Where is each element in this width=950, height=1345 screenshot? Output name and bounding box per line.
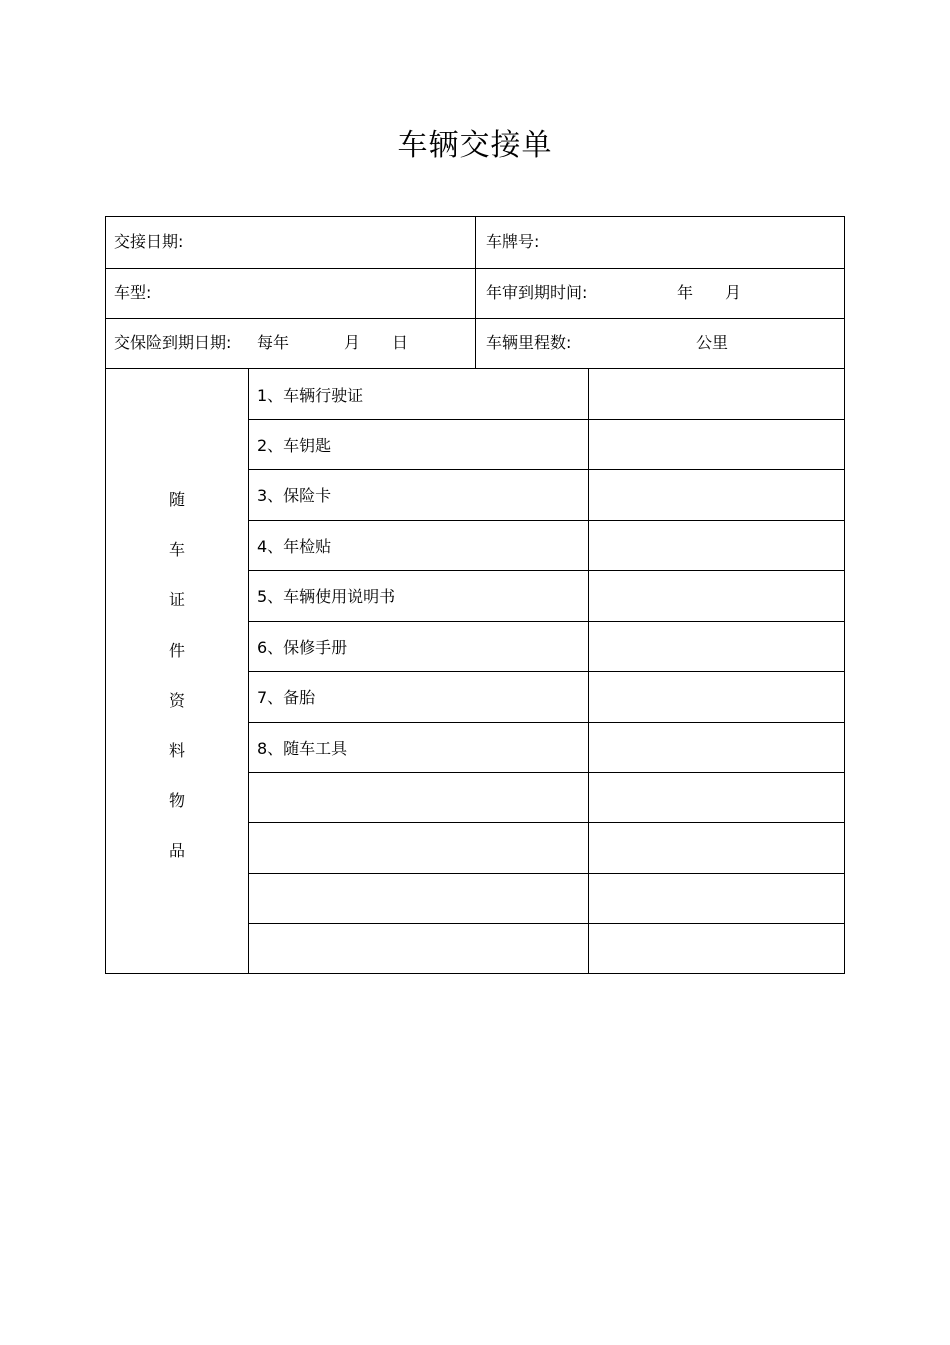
item-row-divider [249, 570, 844, 571]
item-row-divider [249, 621, 844, 622]
item-row-divider [249, 772, 844, 773]
side-label-char: 品 [168, 841, 185, 860]
item-row-6: 6、保修手册 [257, 638, 348, 657]
item-row-4: 4、年检贴 [257, 537, 332, 556]
inspection-year-unit: 年 [677, 283, 694, 302]
item-row-divider [249, 469, 844, 470]
item-row-divider [249, 671, 844, 672]
side-label-char: 物 [168, 791, 185, 810]
vehicle-model-label: 车型: [114, 283, 152, 302]
side-label-char: 证 [168, 590, 185, 609]
item-row-7: 7、备胎 [257, 688, 316, 707]
item-row-2: 2、车钥匙 [257, 436, 332, 455]
side-label-char: 料 [168, 741, 185, 760]
item-row-divider [249, 419, 844, 420]
handover-date-label: 交接日期: [114, 232, 184, 251]
side-label-char: 随 [168, 490, 185, 509]
item-row-divider [249, 873, 844, 874]
insurance-due-label: 交保险到期日期: [114, 333, 232, 352]
page-title: 车辆交接单 [397, 128, 553, 163]
item-row-divider [249, 822, 844, 823]
column-divider [475, 217, 476, 369]
mileage-label: 车辆里程数: [486, 333, 572, 352]
plate-number-label: 车牌号: [486, 232, 540, 251]
item-row-divider [249, 520, 844, 521]
side-label-char: 车 [168, 540, 185, 559]
inspection-month-unit: 月 [725, 283, 742, 302]
item-row-1: 1、车辆行驶证 [257, 386, 364, 405]
insurance-day-unit: 日 [392, 333, 409, 352]
item-row-divider [249, 722, 844, 723]
inspection-due-label: 年审到期时间: [486, 283, 588, 302]
insurance-month-unit: 月 [344, 333, 361, 352]
item-row-8: 8、随车工具 [257, 739, 348, 758]
item-row-divider [249, 923, 844, 924]
side-label-char: 资 [168, 691, 185, 710]
mileage-unit: 公里 [696, 333, 729, 352]
item-row-5: 5、车辆使用说明书 [257, 587, 396, 606]
insurance-every-year: 每年 [257, 333, 290, 352]
side-label-char: 件 [168, 641, 185, 660]
handover-form [105, 216, 845, 974]
item-row-3: 3、保险卡 [257, 486, 332, 505]
